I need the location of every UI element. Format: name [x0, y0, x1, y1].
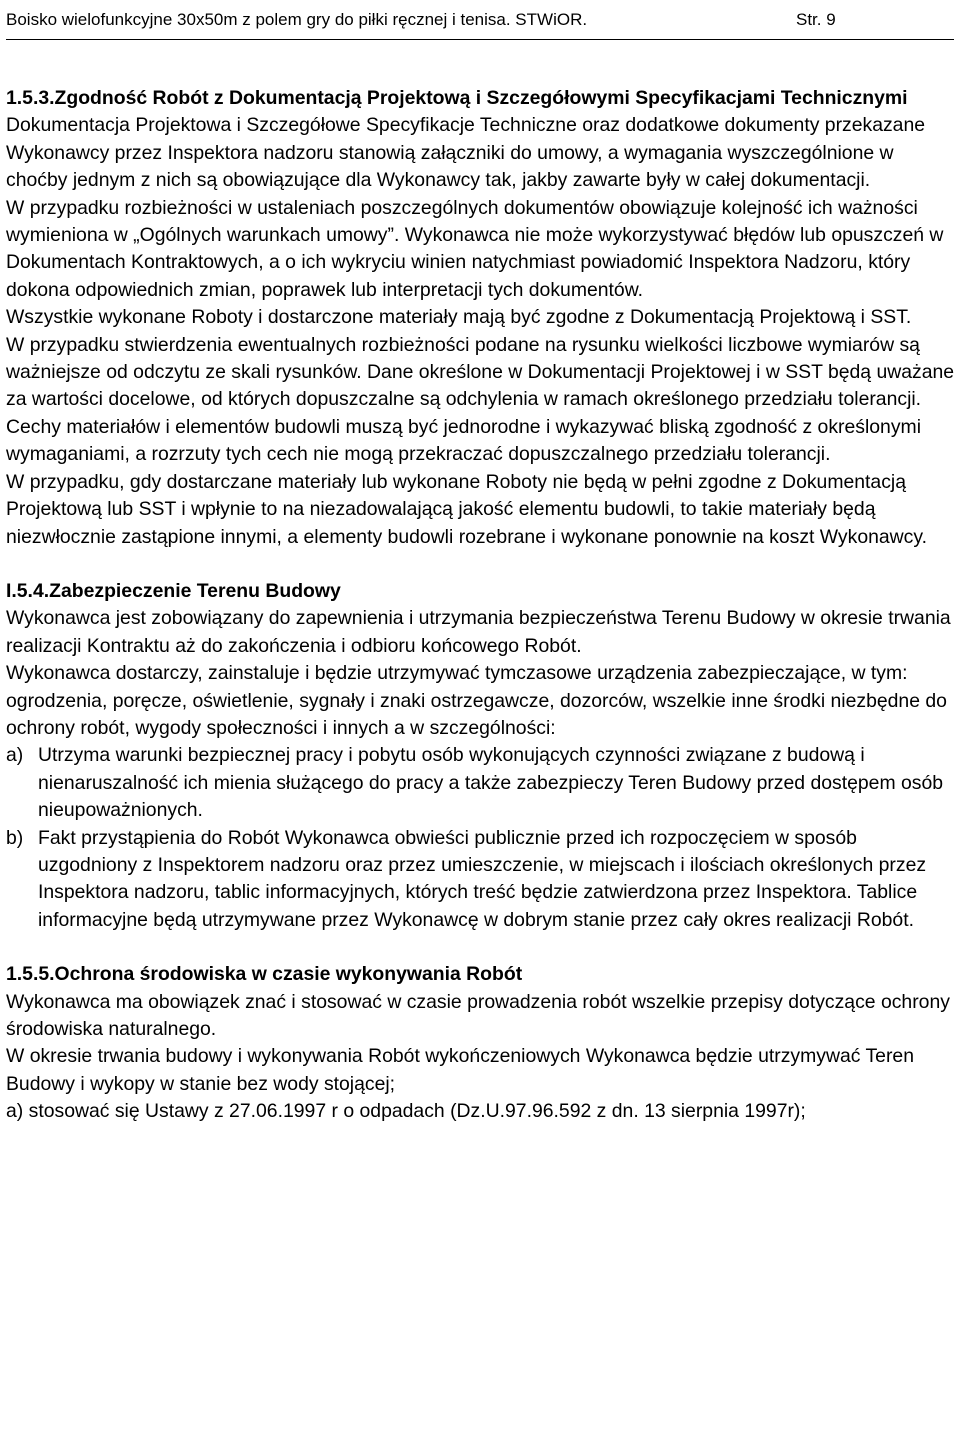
- list-item-text: Utrzyma warunki bezpiecznej pracy i pobytu osób wykonujących czynności związane z budową i nienaruszalność ich mienia służącego do pracy a także zabezpieczy Teren Budowy przed dostępem osób nieupoważnionych.: [38, 744, 944, 822]
- paragraph: W przypadku rozbieżności w ustaleniach poszczególnych dokumentów obowiązuje kolejność ich ważności wymieniona w „Ogólnych warunkach umowy”. Wykonawca nie może wykorzystywać błędów lub opuszczeń w Dokumentach Kontraktowych, a o ich wykryciu winien natychmiast powiadomić Inspektora Nadzoru, który dokona odpowiednich zmian, poprawek lub interpretacji tych dokumentów.: [6, 196, 944, 301]
- section-1-5-3: [6, 85, 956, 551]
- page-number: Str. 9: [796, 10, 836, 29]
- list-item: [6, 742, 956, 824]
- list-marker: b): [6, 826, 24, 849]
- document-title: Boisko wielofunkcyjne 30x50m z polem gry do piłki ręcznej i tenisa. STWiOR.: [6, 10, 588, 29]
- paragraph: a) stosować się Ustawy z 27.06.1997 r o odpadach (Dz.U.97.96.592 z dn. 13 sierpnia 1997r);: [6, 1100, 806, 1123]
- paragraph: Wykonawca dostarczy, zainstaluje i będzie utrzymywać tymczasowe urządzenia zabezpieczające, w tym: ogrodzenia, poręcze, oświetlenie, sygnały i znaki ostrzegawcze, dozorców, wszelkie inne środki niezbędne do ochrony robót, wygody społeczności i innych a w szczególności:: [6, 662, 947, 739]
- paragraph: W przypadku, gdy dostarczane materiały lub wykonane Roboty nie będą w pełni zgodne z Dokumentacją Projektową lub SST i wpłynie to na niezadowalającą jakość elementu budowli, to takie materiały będą niezwłocznie zastąpione innymi, a elementy budowli rozebrane i wykonane ponownie na koszt Wykonawcy.: [6, 470, 928, 548]
- list-marker: a): [6, 744, 24, 767]
- paragraph: W przypadku stwierdzenia ewentualnych rozbieżności podane na rysunku wielkości liczbowe wymiarów są ważniejsze od odczytu ze skali rysunków. Dane określone w Dokumentacji Projektowej i w SST będą uważane za wartości docelowe, od których dopuszczalne są odchylenia w ramach określonego przedziału tolerancji. Cechy materiałów i elementów budowli muszą być jednorodne i wykazywać bliską zgodność z określonymi wymaganiami, a rozrzuty tych cech nie mogą przekraczać dopuszczalnego przedziału tolerancji.: [6, 333, 955, 466]
- paragraph: Wszystkie wykonane Roboty i dostarczone materiały mają być zgodne z Dokumentacją Projektową i SST.: [6, 306, 912, 329]
- paragraph: Wykonawca jest zobowiązany do zapewnienia i utrzymania bezpieczeństwa Terenu Budowy w okresie trwania realizacji Kontraktu aż do zakończenia i odbioru końcowego Robót.: [6, 607, 951, 657]
- section-spacer: [6, 551, 956, 578]
- page-header: [6, 0, 954, 40]
- section-heading: 1.5.5.Ochrona środowiska w czasie wykonywania Robót: [6, 963, 523, 986]
- section-1-5-5: [6, 961, 956, 1125]
- header-divider: [6, 39, 954, 40]
- list-item: [6, 825, 956, 935]
- paragraph: Dokumentacja Projektowa i Szczegółowe Specyfikacje Techniczne oraz dodatkowe dokumenty przekazane Wykonawcy przez Inspektora nadzoru stanowią załączniki do umowy, a wymagania wyszczególnione w choćby jednym z nich są obowiązujące dla Wykonawcy tak, jakby zawarte były w całej dokumentacji.: [6, 114, 926, 192]
- paragraph: W okresie trwania budowy i wykonywania Robót wykończeniowych Wykonawca będzie utrzymywać Teren Budowy i wykopy w stanie bez wody stojącej;: [6, 1045, 914, 1095]
- section-spacer: [6, 934, 956, 961]
- section-heading: I.5.4.Zabezpieczenie Terenu Budowy: [6, 579, 341, 602]
- paragraph: Wykonawca ma obowiązek znać i stosować w czasie prowadzenia robót wszelkie przepisy dotyczące ochrony środowiska naturalnego.: [6, 990, 950, 1040]
- list-item-text: Fakt przystąpienia do Robót Wykonawca obwieści publicznie przed ich rozpoczęciem w sposób uzgodniony z Inspektorem nadzoru oraz przez umieszczenie, w miejscach i ilościach określonych przez Inspektora nadzoru, tablic informacyjnych, których treść będzie zatwierdzona przez Inspektora. Tablice informacyjne będą utrzymywane przez Wykonawcę w dobrym stanie przez cały okres realizacji Robót.: [38, 826, 927, 931]
- document-body: [6, 85, 956, 1126]
- section-1-5-4: [6, 578, 956, 934]
- section-heading: 1.5.3.Zgodność Robót z Dokumentacją Projektową i Szczegółowymi Specyfikacjami Technicznymi: [6, 87, 908, 109]
